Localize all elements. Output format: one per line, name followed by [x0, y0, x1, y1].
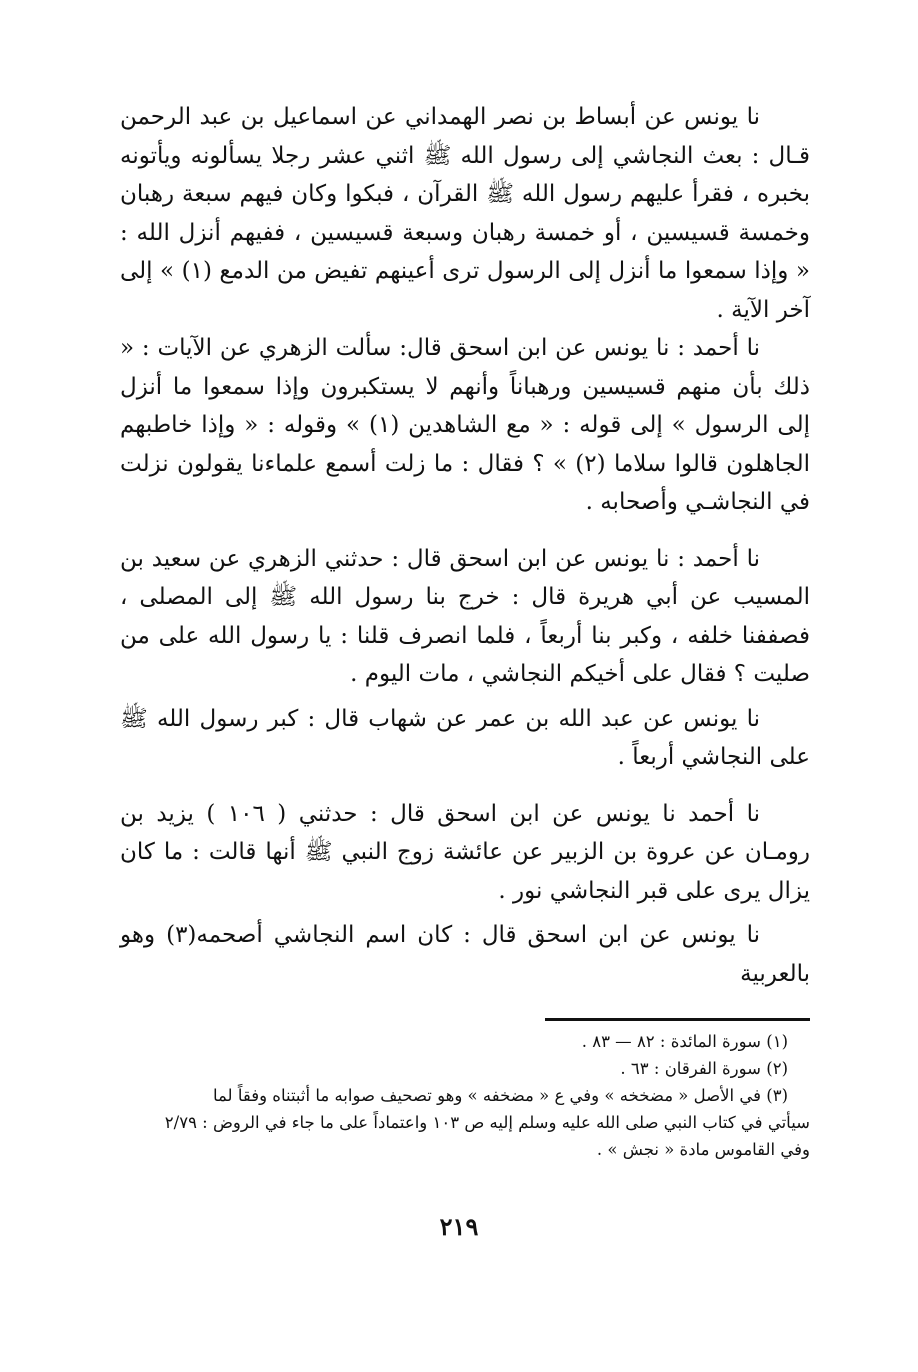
footnotes: [130, 1028, 810, 1163]
paragraph-4: نا يونس عن عبد الله بن عمر عن شهاب قال : كبر رسول الله ﷺ على النجاشي أربعاً .: [120, 705, 810, 770]
footnote-2: (٢) سورة الفرقان : ٦٣ .: [620, 1059, 788, 1078]
footnote-3: (٣) في الأصل « مضخخه » وفي ع « مضخفه » وهو تصحيف صوابه ما أثبتناه وفقاً لما: [212, 1086, 788, 1105]
paragraph-3: نا أحمد : نا يونس عن ابن اسحق قال : حدثني الزهري عن سعيد بن المسيب عن أبي هريرة قال : خرج بنا رسول الله ﷺ إلى المصلى ، فصففنا خلفه ، وكبر بنا أربعاً ، فلما انصرف قلنا : يا رسول الله على من صليت ؟ فقال على أخيكم النجاشي ، مات اليوم .: [120, 545, 810, 687]
footnote-3-end: وفي القاموس مادة « نجش » .: [596, 1140, 810, 1159]
paragraph-5: نا أحمد نا يونس عن ابن اسحق قال : حدثني ( ١٠٦ ) يزيد بن رومـان عن عروة بن الزبير عن عائشة زوج النبي ﷺ أنها قالت : ما كان يزال يرى على قبر النجاشي نور .: [120, 800, 810, 904]
footnote-3-continued: سيأتي في كتاب النبي صلى الله عليه وسلم إليه ص ١٠٣ واعتماداً على ما جاء في الروض : ٢/٧٩: [164, 1113, 810, 1132]
footnote-1: (١) سورة المائدة : ٨٢ — ٨٣ .: [581, 1032, 788, 1051]
paragraph-1: نا يونس عن أبساط بن نصر الهمداني عن اسماعيل بن عبد الرحمن قـال : بعث النجاشي إلى رسول الله ﷺ اثني عشر رجلا يسألونه ويأتونه بخبره ، فقرأ عليهم رسول الله ﷺ القرآن ، فبكوا وكان فيهم سبعة رهبان وخمسة قسيسين ، أو خمسة رهبان وسبعة قسيسين ، ففيهم أنزل الله : « وإذا سمعوا ما أنزل إلى الرسول ترى أعينهم تفيض من الدمع (١) » إلى آخر الآية .: [120, 104, 810, 323]
paragraph-6: نا يونس عن ابن اسحق قال : كان اسم النجاشي أصحمه(٣) وهو بالعربية: [120, 922, 810, 987]
paragraph-2: نا أحمد : نا يونس عن ابن اسحق قال: سألت الزهري عن الآيات : « ذلك بأن منهم قسيسين ورهباناً وأنهم لا يستكبرون وإذا سمعوا ما أنزل إلى الرسول » إلى قوله : « مع الشاهدين (١) » وقوله : « وإذا خاطبهم الجاهلون قالوا سلاما (٢) » ؟ فقال : ما زلت أسمع علماءنا يقولون نزلت في النجاشـي وأصحابه .: [120, 335, 811, 515]
footnote-divider: [545, 1018, 810, 1021]
main-text: [120, 92, 810, 993]
page-number: ٢١٩: [439, 1212, 479, 1241]
